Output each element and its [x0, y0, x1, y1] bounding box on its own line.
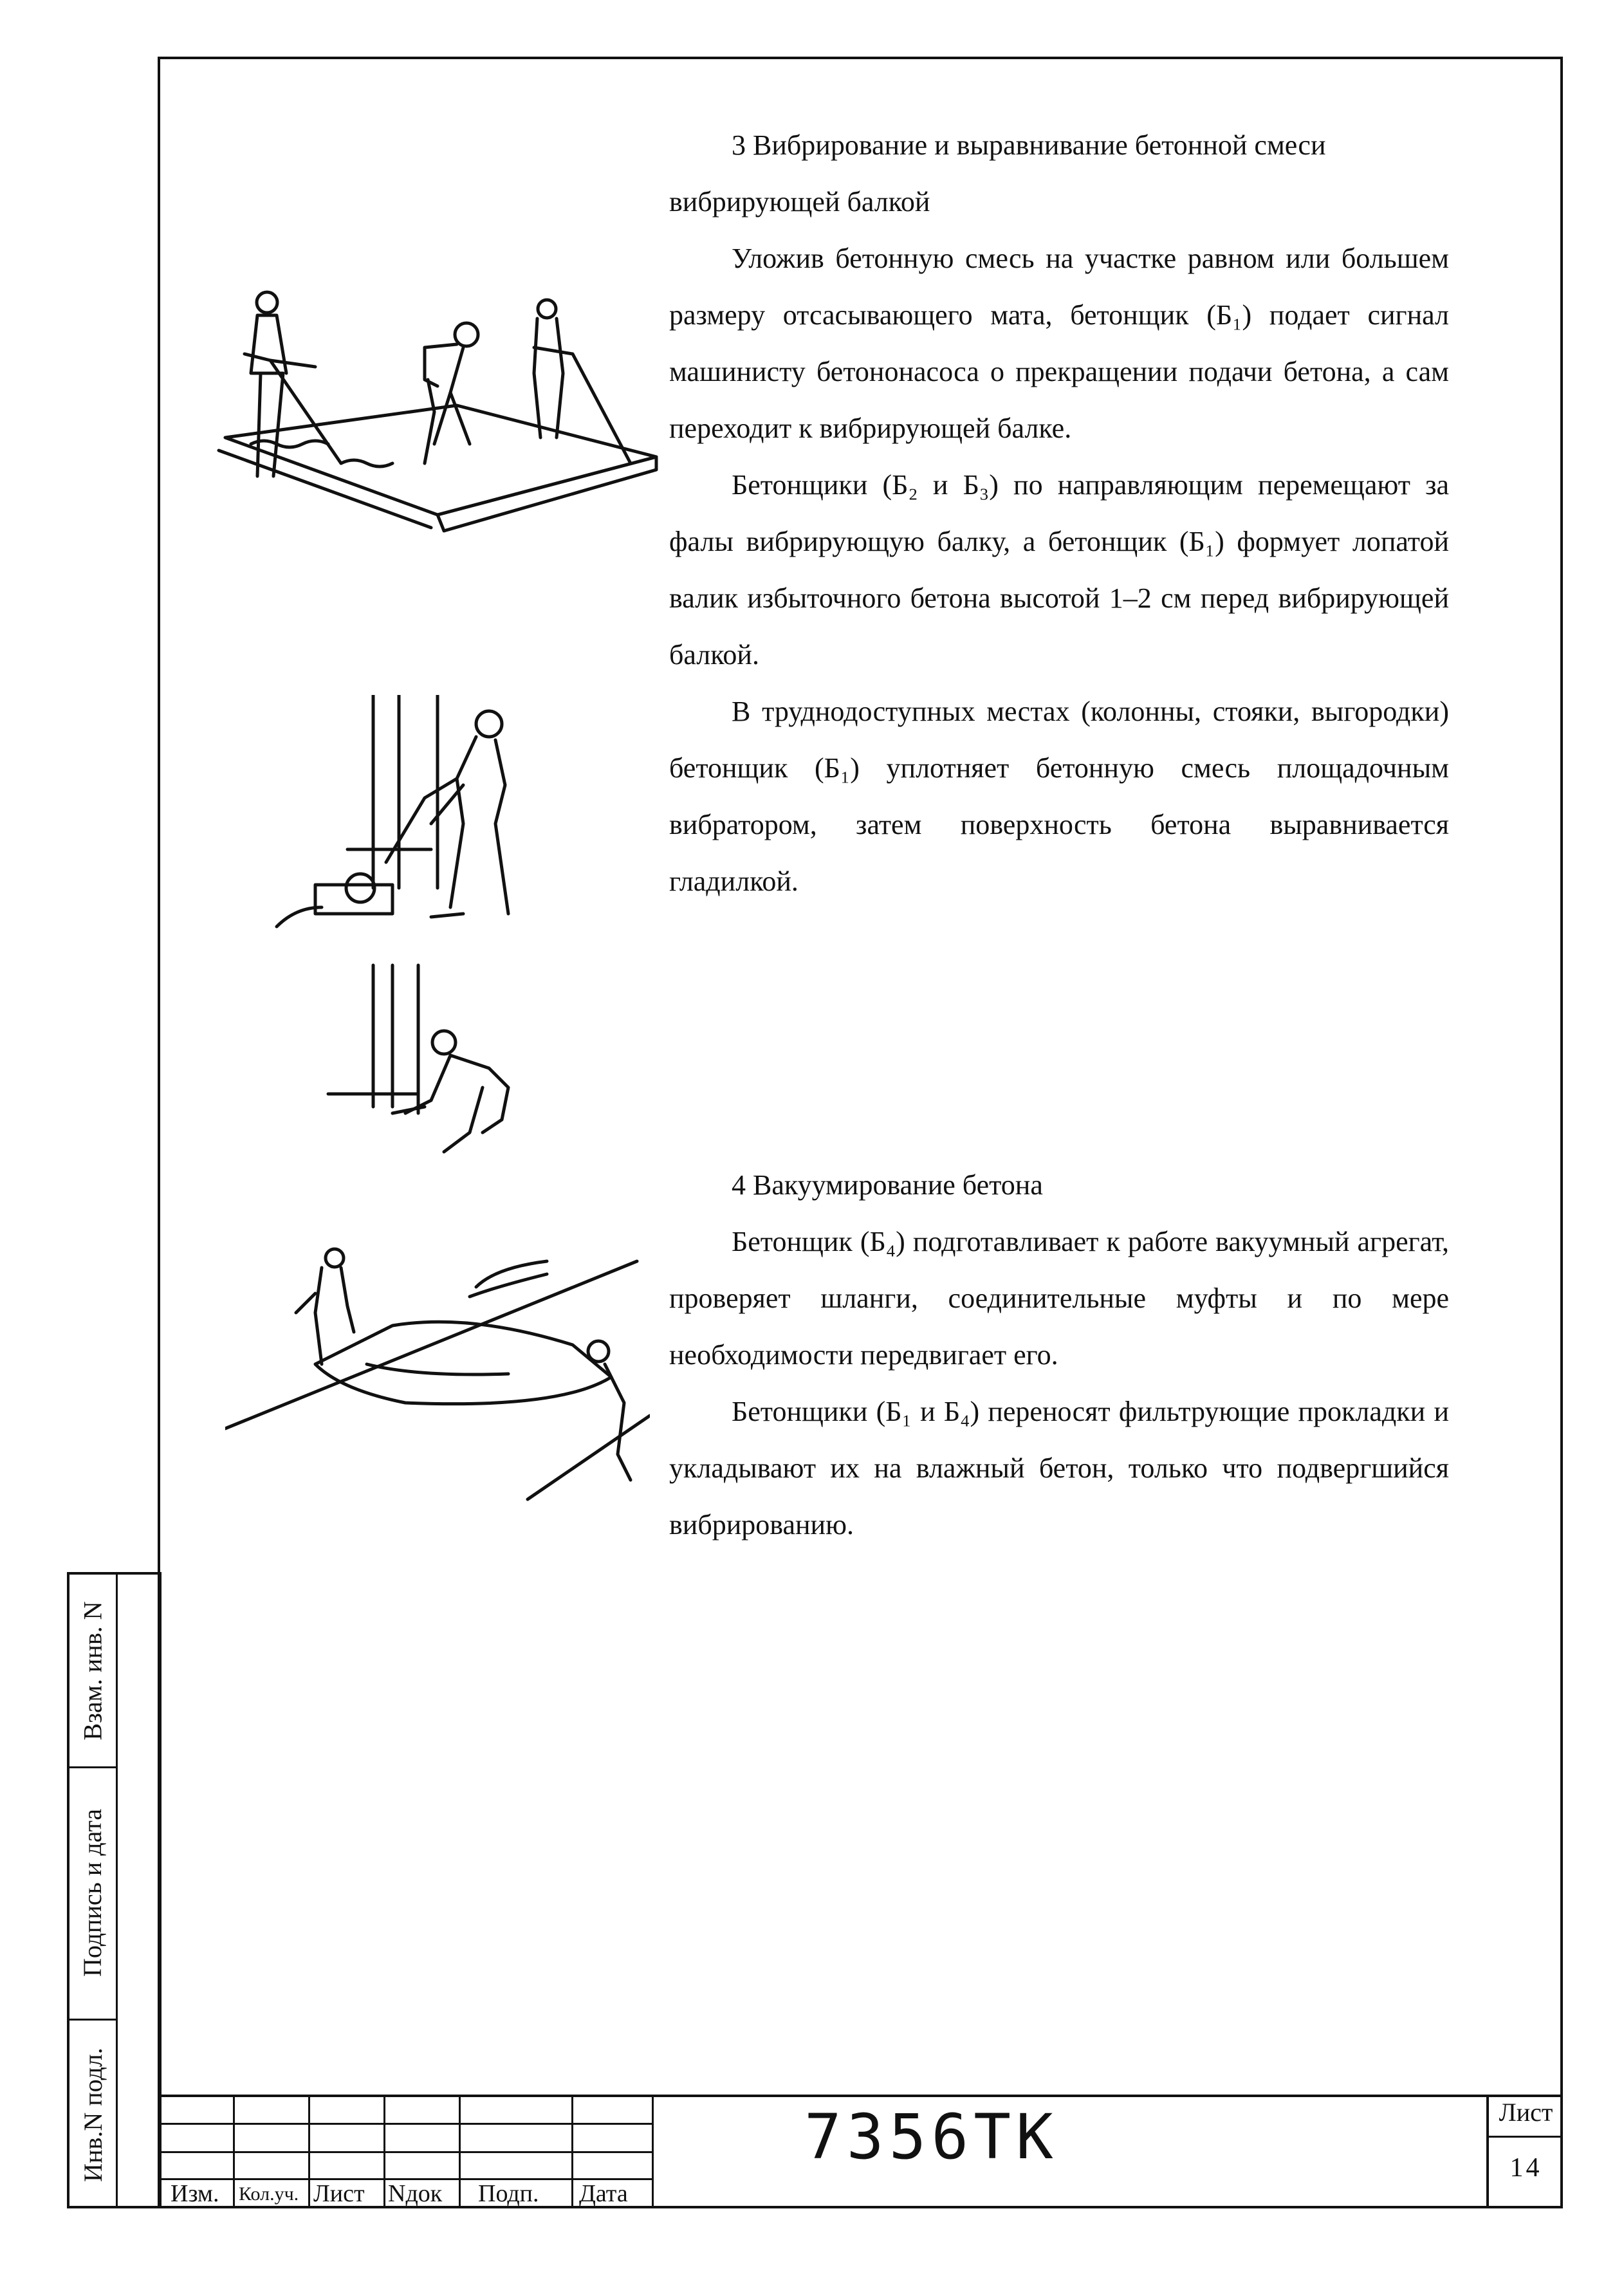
section-3-heading-line2: вибрирующей балкой [669, 186, 930, 217]
illustration-plate-vibrator [270, 695, 528, 952]
sheet-label: Лист [1489, 2097, 1563, 2138]
section-3-heading: 3 Вибрирование и выравнивание бетонной смеси [732, 129, 1326, 161]
stamp-podpis: Подпись и дата [78, 1808, 107, 1977]
illustration-smoothing [322, 959, 534, 1171]
col-izm: Изм. [171, 2180, 219, 2207]
col-ndok: Nдок [388, 2180, 443, 2207]
section-3-block [669, 117, 1449, 910]
section-4-block [669, 1157, 1449, 1553]
col-list: Лист [313, 2180, 365, 2207]
section-4-paragraph-2: Бетонщики (Б₁ и Б₄) переносят фильтрующие прокладки и укладывают их на влажный бетон, только что подвергшийся вибрированию. [669, 1396, 1449, 1540]
col-data: Дата [579, 2180, 628, 2207]
stamp-invn: Инв.N подл. [78, 2048, 107, 2182]
section-3-paragraph-1: Уложив бетонную смесь на участке равном или большем размеру отсасывающего мата, бетонщик (Б₁) подает сигнал машинисту бетононасоса о прекращении подачи бетона, а сам переходит к вибрирующей балке. [669, 243, 1449, 444]
section-3-paragraph-2: Бетонщики (Б₂ и Б₃) по направляющим перемещают за фалы вибрирующую балку, а бетонщик (Б₁) формует лопатой валик избыточного бетона высотой 1–2 см перед вибрирующей балкой. [669, 469, 1449, 671]
side-stamp [67, 1572, 161, 2208]
stamp-vzam: Взам. инв. N [78, 1600, 107, 1741]
section-4-heading: 4 Вакуумирование бетона [732, 1169, 1043, 1201]
sheet-box [1486, 2095, 1563, 2208]
sheet-number: 14 [1509, 2153, 1542, 2183]
illustration-vacuum-mat [225, 1235, 650, 1506]
col-podp: Подп. [478, 2180, 539, 2207]
col-kol-uch: Кол.уч. [239, 2183, 299, 2205]
section-3-paragraph-3: В труднодоступных местах (колонны, стояки, выгородки) бетонщик (Б₁) уплотняет бетонную смесь площадочным вибратором, затем поверхность бетона выравнивается гладилкой. [669, 696, 1449, 897]
illustration-vibrating-beam [212, 283, 663, 541]
document-code: 7356ТК [804, 2101, 1058, 2173]
section-4-paragraph-1: Бетонщик (Б₄) подготавливает к работе вакуумный агрегат, проверяет шланги, соединительные муфты и по мере необходимости передвигает его. [669, 1226, 1449, 1371]
